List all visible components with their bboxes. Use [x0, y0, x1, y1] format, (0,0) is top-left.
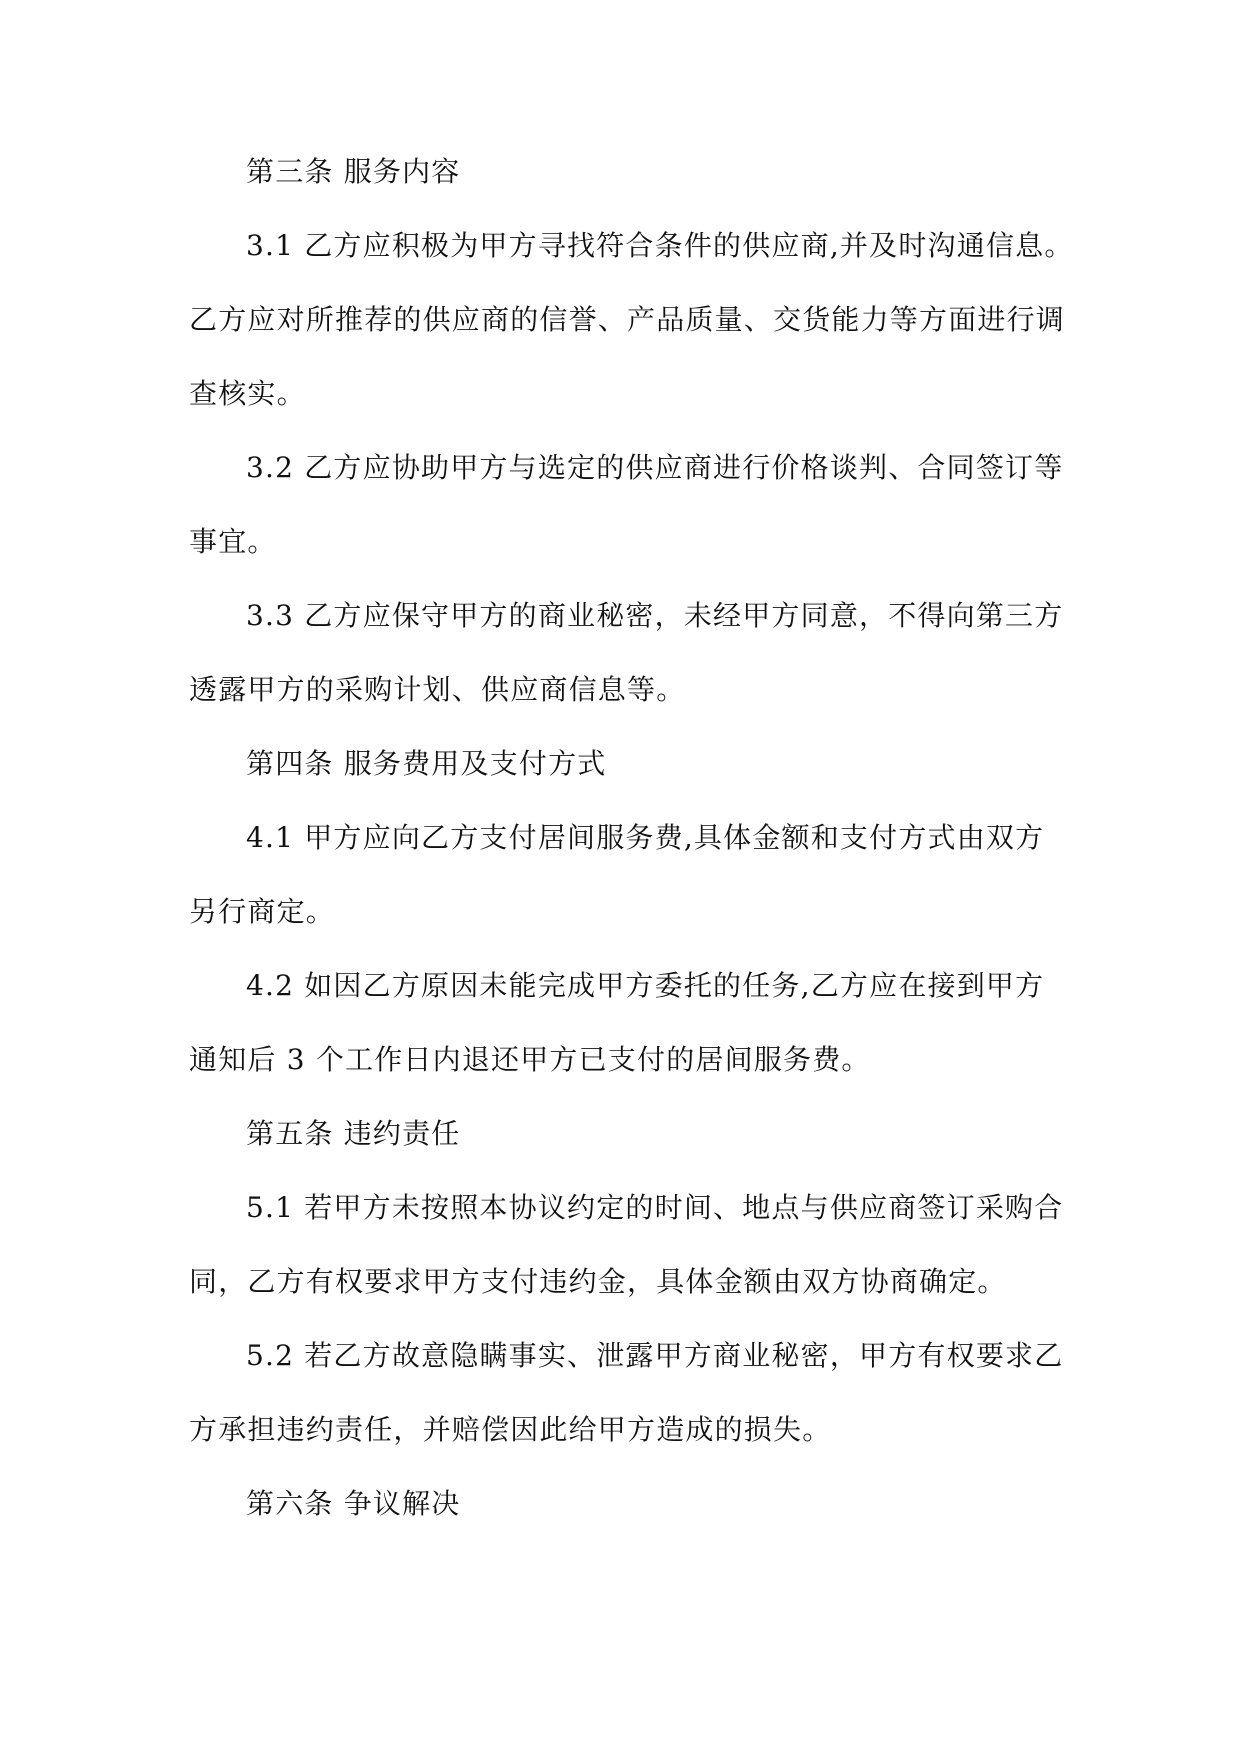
clause-3-3-line-1: 3.3 乙方应保守甲方的商业秘密，未经甲方同意，不得向第三方 — [246, 599, 1064, 632]
article-5-heading: 第五条 违约责任 — [246, 1117, 461, 1150]
clause-5-1-line-2: 同，乙方有权要求甲方支付违约金，具体金额由双方协商确定。 — [189, 1265, 1007, 1298]
clause-3-3-line-2: 透露甲方的采购计划、供应商信息等。 — [189, 673, 686, 706]
article-4-heading: 第四条 服务费用及支付方式 — [246, 747, 607, 780]
clause-4-1-line-1: 4.1 甲方应向乙方支付居间服务费,具体金额和支付方式由双方 — [246, 821, 1045, 854]
clause-4-1-line-2: 另行商定。 — [189, 895, 336, 928]
clause-4-2-line-2: 通知后 3 个工作日内退还甲方已支付的居间服务费。 — [189, 1043, 871, 1076]
clause-3-1-line-1: 3.1 乙方应积极为甲方寻找符合条件的供应商,并及时沟通信息。 — [246, 229, 1074, 262]
clause-5-2-line-2: 方承担违约责任，并赔偿因此给甲方造成的损失。 — [189, 1413, 832, 1446]
clause-3-1-line-2: 乙方应对所推荐的供应商的信誉、产品质量、交货能力等方面进行调 — [189, 303, 1066, 336]
clause-3-2-line-1: 3.2 乙方应协助甲方与选定的供应商进行价格谈判、合同签订等 — [246, 451, 1064, 484]
article-3-heading: 第三条 服务内容 — [246, 155, 461, 188]
clause-5-1-line-1: 5.1 若甲方未按照本协议约定的时间、地点与供应商签订采购合 — [246, 1191, 1064, 1224]
article-6-heading: 第六条 争议解决 — [246, 1487, 461, 1520]
clause-3-1-line-3: 查核实。 — [189, 377, 306, 410]
clause-5-2-line-1: 5.2 若乙方故意隐瞒事实、泄露甲方商业秘密，甲方有权要求乙 — [246, 1339, 1064, 1372]
clause-3-2-line-2: 事宜。 — [189, 525, 277, 558]
clause-4-2-line-1: 4.2 如因乙方原因未能完成甲方委托的任务,乙方应在接到甲方 — [246, 969, 1045, 1002]
